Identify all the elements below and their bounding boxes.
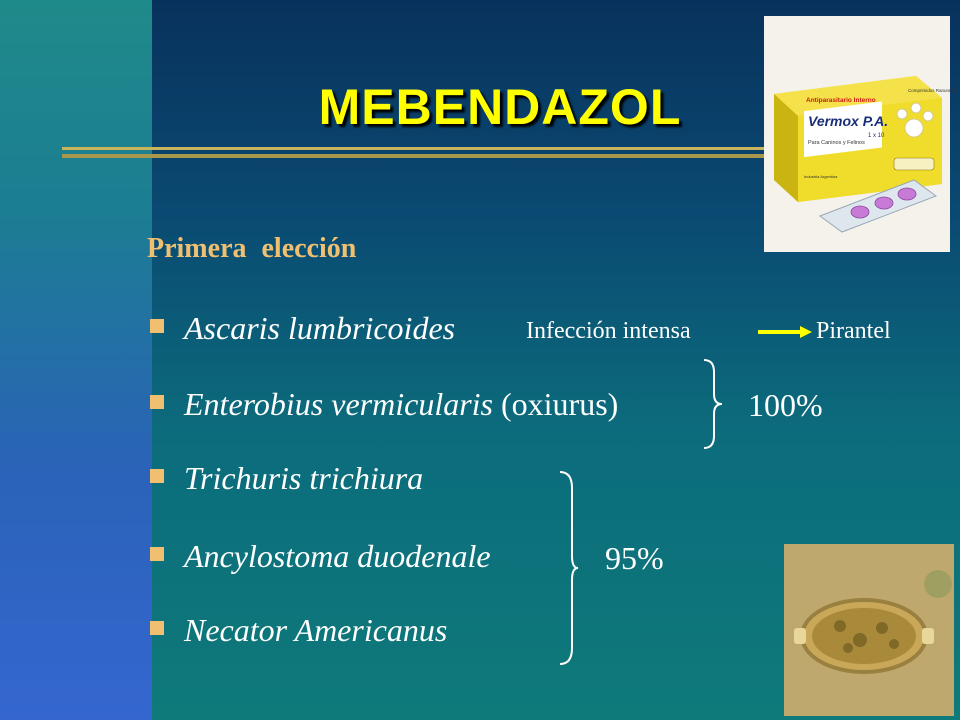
subheading: Primera elección: [147, 233, 357, 264]
product-fine-print: Industria Argentina: [804, 174, 838, 179]
square-bullet-icon: [150, 319, 164, 333]
list-item: [150, 538, 491, 575]
species-suffix: (oxiurus): [501, 386, 619, 422]
product-corner-text: Comprimidos Ranurados: [908, 88, 958, 93]
list-item: [150, 612, 447, 649]
slide-title: MEBENDAZOL: [318, 79, 682, 135]
title-underline: [62, 147, 782, 150]
right-brace-icon: [556, 470, 580, 666]
list-item: [150, 460, 423, 497]
product-brand: Vermox P.A.: [808, 113, 889, 129]
square-bullet-icon: [150, 547, 164, 561]
note-alternative: Pirantel: [816, 318, 891, 344]
title-underline-shadow: [62, 154, 782, 158]
species-name: Ancylostoma duodenale: [184, 538, 491, 574]
species-name: Ascaris lumbricoides: [184, 310, 456, 346]
right-arrow-icon: [758, 324, 814, 340]
list-item: [150, 310, 455, 347]
product-header: Antiparasitario Interno: [806, 97, 876, 104]
species-name: Enterobius vermicularis: [184, 386, 493, 422]
efficacy-group1: 100%: [748, 387, 823, 423]
slide-left-strip: [0, 0, 152, 720]
right-brace-icon: [700, 358, 724, 450]
product-dose: 1 x 10: [868, 133, 885, 139]
efficacy-group2: 95%: [605, 540, 664, 576]
microscope-egg-photo: [784, 544, 954, 716]
product-tagline: Para Caninos y Felinos: [808, 140, 865, 146]
product-box-photo: [764, 16, 958, 252]
species-name: Necator Americanus: [184, 612, 448, 648]
square-bullet-icon: [150, 395, 164, 409]
square-bullet-icon: [150, 621, 164, 635]
note-condition: Infección intensa: [526, 318, 691, 344]
list-item: [150, 386, 618, 423]
species-name: Trichuris trichiura: [184, 460, 424, 496]
square-bullet-icon: [150, 469, 164, 483]
